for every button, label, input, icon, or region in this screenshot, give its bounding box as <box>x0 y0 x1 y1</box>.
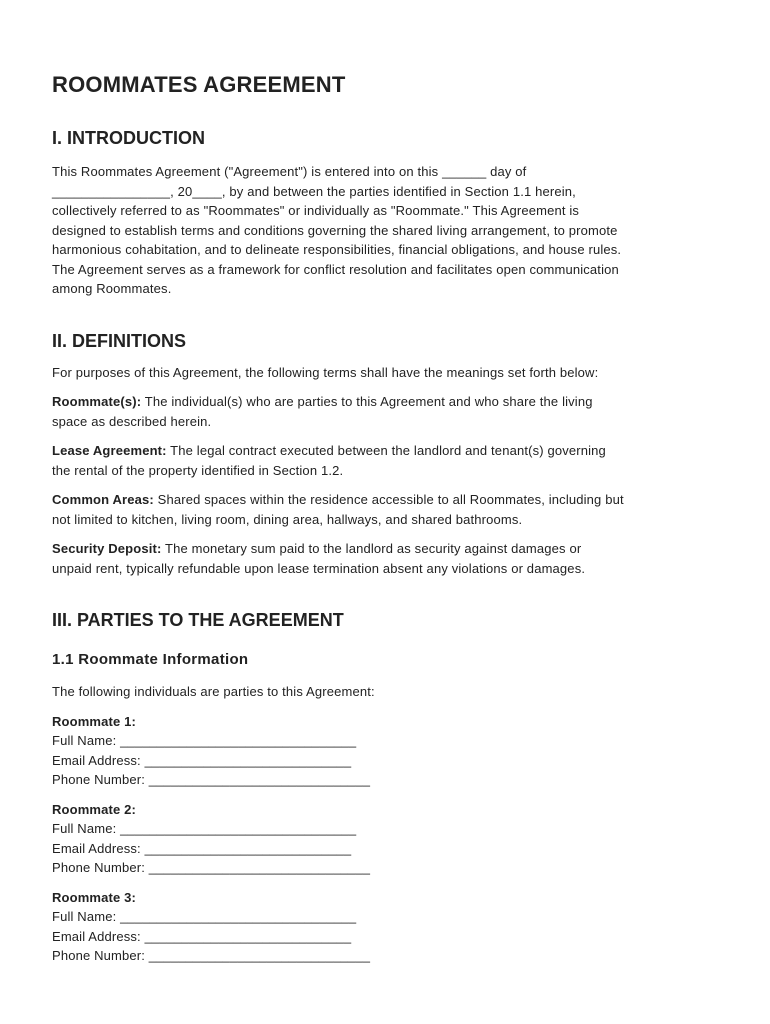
roommate-title: Roommate 2: <box>52 801 136 817</box>
paragraph-line: harmonious cohabitation, and to delineate responsibilities, financial obligations, and house rules. <box>52 242 622 257</box>
section-heading-introduction: I. INTRODUCTION <box>52 128 205 148</box>
roommate-block-2 <box>52 800 718 878</box>
section-heading-parties: III. PARTIES TO THE AGREEMENT <box>52 610 344 630</box>
definition-text: unpaid rent, typically refundable upon lease termination absent any violations or damages. <box>52 560 586 576</box>
introduction-paragraph <box>52 162 718 299</box>
email-address-field: Email Address: ____________________________ <box>52 928 352 944</box>
document-title: ROOMMATES AGREEMENT <box>52 72 346 97</box>
paragraph-line: ________________, 20____, by and between the parties identified in Section 1.1 herein, <box>52 183 576 199</box>
full-name-field: Full Name: ________________________________ <box>52 821 357 836</box>
definition-security-deposit <box>52 539 718 578</box>
definition-text: space as described herein. <box>52 413 212 429</box>
subsection-heading-roommate-information: 1.1 Roommate Information <box>52 651 249 668</box>
paragraph-line: This Roommates Agreement ("Agreement") is entered into on this ______ day of <box>52 164 527 179</box>
definition-text: not limited to kitchen, living room, dining area, hallways, and shared bathrooms. <box>52 511 523 527</box>
definition-common-areas <box>52 490 718 529</box>
definition-term: Common Areas: <box>52 492 154 507</box>
email-address-field: Email Address: ____________________________ <box>52 840 352 856</box>
definition-text: The monetary sum paid to the landlord as security against damages or <box>161 541 582 556</box>
definition-text: The legal contract executed between the landlord and tenant(s) governing <box>166 443 606 458</box>
definition-text: The individual(s) who are parties to this Agreement and who share the living <box>141 394 593 409</box>
paragraph-line: designed to establish terms and conditions governing the shared living arrangement, to promote <box>52 222 618 238</box>
paragraph-line: collectively referred to as "Roommates" or individually as "Roommate." This Agreement is <box>52 203 580 218</box>
phone-number-field: Phone Number: ______________________________ <box>52 860 371 875</box>
definition-term: Security Deposit: <box>52 541 162 556</box>
definition-text: the rental of the property identified in Section 1.2. <box>52 462 344 478</box>
paragraph-line: among Roommates. <box>52 281 172 296</box>
roommate-title: Roommate 3: <box>52 889 136 905</box>
definition-roommates <box>52 392 718 431</box>
phone-number-field: Phone Number: ______________________________ <box>52 948 371 963</box>
definition-term: Lease Agreement: <box>52 443 167 458</box>
paragraph-line: The Agreement serves as a framework for conflict resolution and facilitates open communication <box>52 261 619 277</box>
phone-number-field: Phone Number: ______________________________ <box>52 772 371 787</box>
section-heading-definitions: II. DEFINITIONS <box>52 330 187 351</box>
email-address-field: Email Address: ____________________________ <box>52 752 352 768</box>
roommate-block-1 <box>52 712 718 790</box>
definitions-lead: For purposes of this Agreement, the following terms shall have the meanings set forth below: <box>52 364 599 380</box>
full-name-field: Full Name: ________________________________ <box>52 733 357 748</box>
definition-term: Roommate(s): <box>52 394 142 409</box>
full-name-field: Full Name: ________________________________ <box>52 909 357 924</box>
roommate-title: Roommate 1: <box>52 713 136 729</box>
roommate-block-3 <box>52 888 718 966</box>
definition-text: Shared spaces within the residence accessible to all Roommates, including but <box>153 492 624 507</box>
parties-lead: The following individuals are parties to this Agreement: <box>52 684 375 699</box>
definition-lease-agreement <box>52 441 718 480</box>
